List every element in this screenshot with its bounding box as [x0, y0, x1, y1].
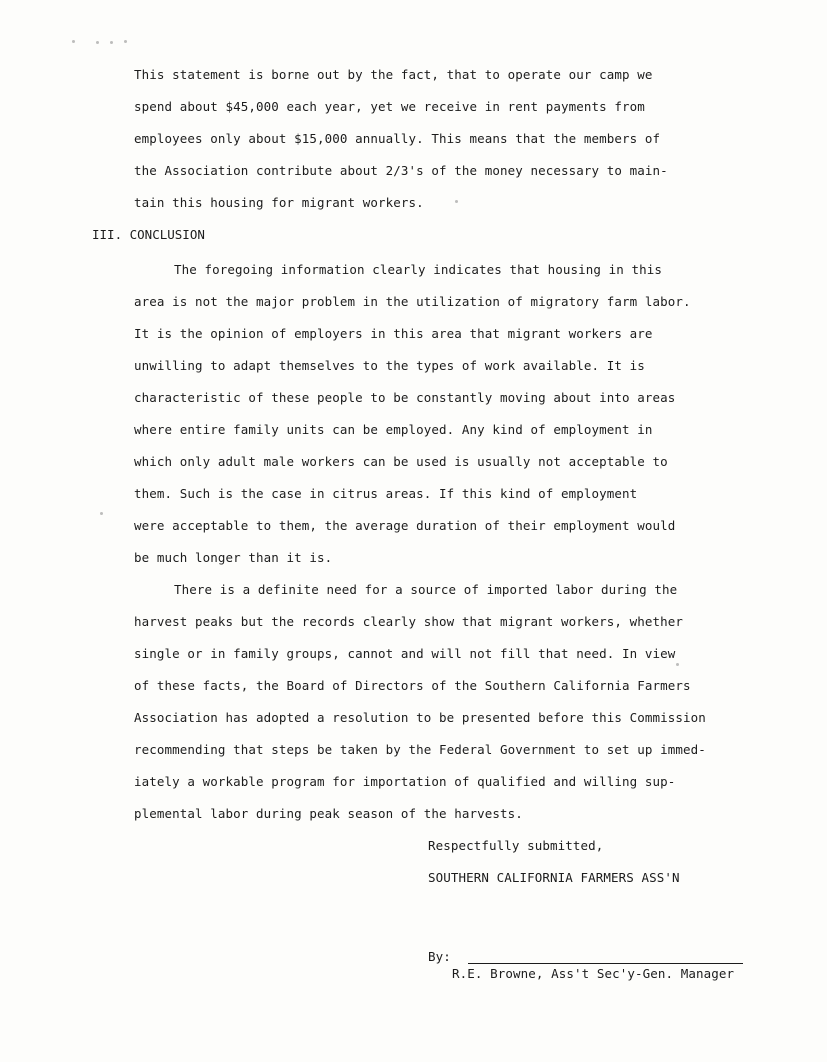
paragraph-line: of these facts, the Board of Directors of the Southern California Farmers — [134, 678, 691, 693]
paragraph-line: plemental labor during peak season of the harvests. — [134, 806, 523, 821]
signature-by-label: By: — [428, 949, 451, 964]
paragraph-line: them. Such is the case in citrus areas. If this kind of employment — [134, 486, 638, 501]
paragraph-line: the Association contribute about 2/3's of the money necessary to main- — [134, 163, 668, 178]
paragraph-line: Association has adopted a resolution to be presented before this Commission — [134, 710, 706, 725]
scan-speck — [72, 40, 75, 43]
paragraph-line: which only adult male workers can be used is usually not acceptable to — [134, 454, 668, 469]
signatory-name: R.E. Browne, Ass't Sec'y-Gen. Manager — [452, 966, 735, 981]
paragraph-line: It is the opinion of employers in this area that migrant workers are — [134, 326, 653, 341]
paragraph-line: area is not the major problem in the utilization of migratory farm labor. — [134, 294, 691, 309]
paragraph-line: where entire family units can be employed. Any kind of employment in — [134, 422, 653, 437]
scan-speck — [124, 40, 127, 43]
paragraph-line: tain this housing for migrant workers. — [134, 195, 424, 210]
closing-organization: SOUTHERN CALIFORNIA FARMERS ASS'N — [428, 870, 680, 885]
paragraph-line: recommending that steps be taken by the Federal Government to set up immed- — [134, 742, 706, 757]
paragraph-line: This statement is borne out by the fact, that to operate our camp we — [134, 67, 653, 82]
section-heading: III. CONCLUSION — [92, 227, 205, 242]
paragraph-line: be much longer than it is. — [134, 550, 333, 565]
paragraph-line: harvest peaks but the records clearly show that migrant workers, whether — [134, 614, 684, 629]
paragraph-line: were acceptable to them, the average duration of their employment would — [134, 518, 676, 533]
paragraph-line: spend about $45,000 each year, yet we receive in rent payments from — [134, 99, 645, 114]
scan-speck — [676, 663, 679, 666]
scan-speck — [455, 200, 458, 203]
paragraph-line: employees only about $15,000 annually. This means that the members of — [134, 131, 661, 146]
scan-speck — [100, 512, 103, 515]
scan-speck — [110, 41, 113, 44]
closing-salutation: Respectfully submitted, — [428, 838, 604, 853]
paragraph-line: The foregoing information clearly indicates that housing in this — [174, 262, 663, 277]
signature-line — [468, 963, 743, 964]
paragraph-line: iately a workable program for importation of qualified and willing sup- — [134, 774, 676, 789]
paragraph-line: unwilling to adapt themselves to the types of work available. It is — [134, 358, 645, 373]
paragraph-line: single or in family groups, cannot and will not fill that need. In view — [134, 646, 676, 661]
paragraph-line: characteristic of these people to be constantly moving about into areas — [134, 390, 676, 405]
scan-speck — [96, 41, 99, 44]
paragraph-line: There is a definite need for a source of imported labor during the — [174, 582, 678, 597]
